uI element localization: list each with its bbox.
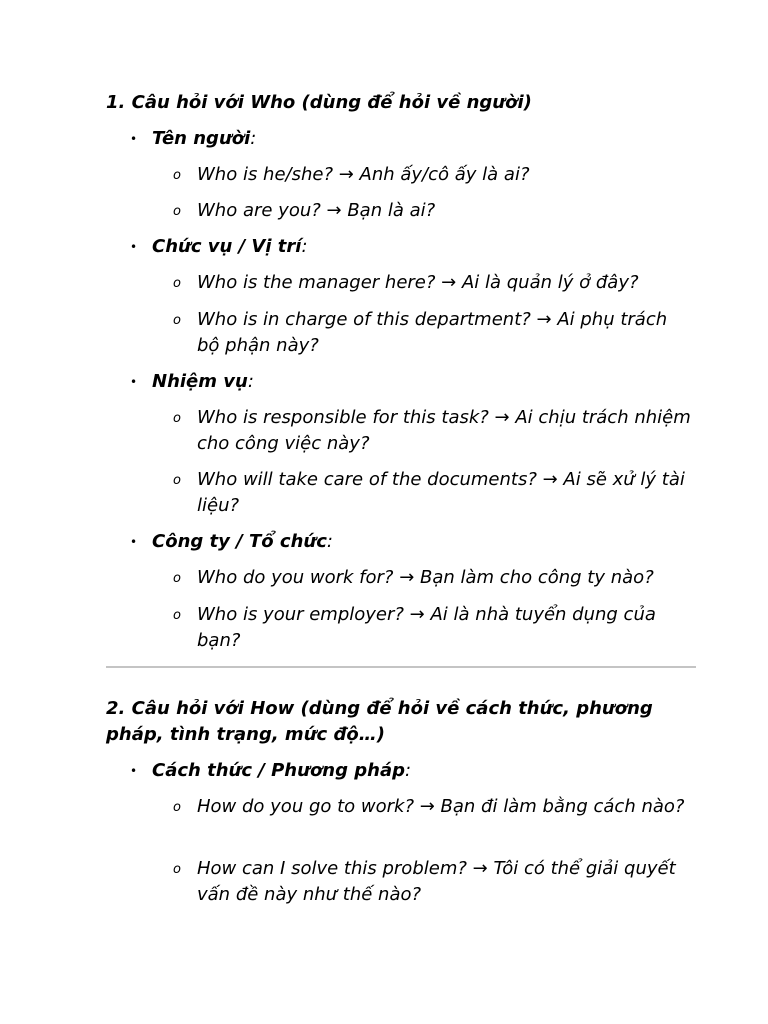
label-colon: : — [326, 531, 333, 552]
sub-item-text: Who do you work for? → Bạn làm cho công ty nào? — [197, 567, 654, 588]
sub-item-text: Who will take care of the documents? → Ai sẽ xử lý tài liệu? — [197, 469, 685, 516]
label-colon: : — [301, 236, 308, 257]
sub-item — [173, 794, 692, 820]
sub-bullet: o — [173, 168, 181, 183]
bullet-chuc-vu — [130, 234, 692, 260]
sub-item-text: How do you go to work? → Bạn đi làm bằng cách nào? — [197, 796, 685, 817]
bullet-label: Cách thức / Phương pháp — [152, 760, 406, 781]
sub-item-text: Who is in charge of this department? → Ai phụ trách bộ phận này? — [197, 309, 668, 356]
sub-bullet: o — [173, 313, 181, 328]
sub-bullet: o — [173, 608, 181, 623]
bullet-dot: • — [130, 375, 138, 389]
sub-item-text: Who is your employer? → Ai là nhà tuyển dụng của bạn? — [197, 604, 656, 651]
bullet-cach-thuc — [130, 758, 692, 784]
sub-item — [173, 270, 692, 296]
sub-item-text: Who is the manager here? → Ai là quản lý ở đây? — [197, 272, 639, 293]
sub-item — [173, 856, 692, 908]
sub-bullet: o — [173, 862, 181, 877]
sub-item — [173, 602, 692, 654]
bullet-ten-nguoi — [130, 126, 692, 152]
label-colon: : — [405, 760, 412, 781]
sub-item — [173, 307, 692, 359]
sub-bullet: o — [173, 204, 181, 219]
bullet-label: Chức vụ / Vị trí — [152, 236, 302, 257]
sub-bullet: o — [173, 571, 181, 586]
horizontal-divider — [106, 666, 696, 668]
sub-bullet: o — [173, 473, 181, 488]
bullet-cong-ty — [130, 529, 692, 555]
bullet-dot: • — [130, 132, 138, 146]
bullet-nhiem-vu — [130, 369, 692, 395]
sub-item — [173, 467, 692, 519]
sub-item — [173, 405, 692, 457]
sub-item — [173, 162, 692, 188]
sub-bullet: o — [173, 276, 181, 291]
sub-item — [173, 198, 692, 224]
sub-item-text: How can I solve this problem? → Tôi có thể giải quyết vấn đề này như thế nào? — [197, 858, 676, 905]
label-colon: : — [247, 371, 254, 392]
label-colon: : — [250, 128, 257, 149]
sub-item-text: Who is responsible for this task? → Ai chịu trách nhiệm cho công việc này? — [197, 407, 691, 454]
sub-bullet: o — [173, 800, 181, 815]
sub-item-text: Who is he/she? → Anh ấy/cô ấy là ai? — [197, 164, 530, 185]
sub-bullet: o — [173, 411, 181, 426]
bullet-dot: • — [130, 240, 138, 254]
sub-item — [173, 565, 692, 591]
section-2-heading: 2. Câu hỏi với How (dùng để hỏi về cách thức, phương pháp, tình trạng, mức độ…) — [106, 698, 653, 745]
bullet-dot: • — [130, 764, 138, 778]
section-1-heading: 1. Câu hỏi với Who (dùng để hỏi về người) — [106, 92, 532, 113]
bullet-label: Công ty / Tổ chức — [152, 531, 327, 552]
bullet-dot: • — [130, 535, 138, 549]
bullet-label: Nhiệm vụ — [152, 371, 248, 392]
sub-item-text: Who are you? → Bạn là ai? — [197, 200, 436, 221]
bullet-label: Tên người — [152, 128, 251, 149]
